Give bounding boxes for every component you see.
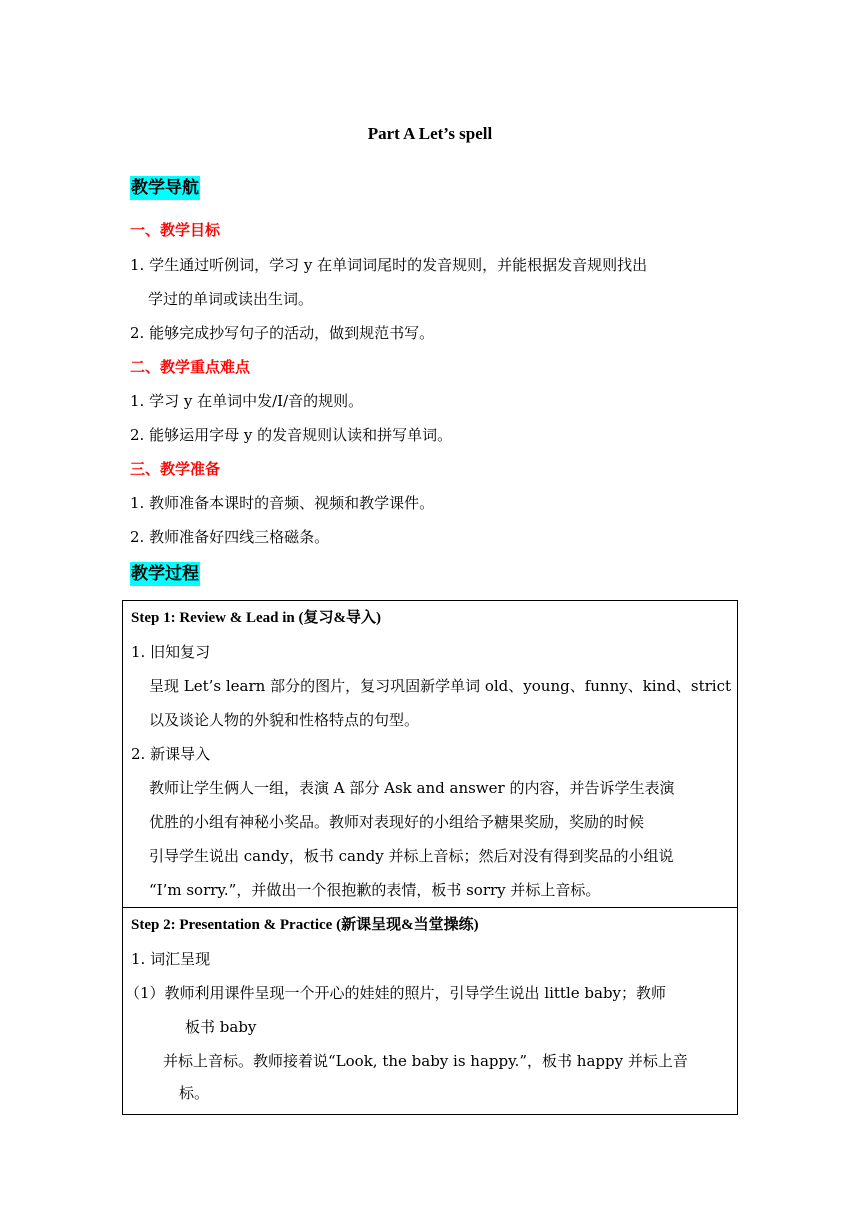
step2-title: Step 2: Presentation & Practice (新课呈现&当堂操练)	[131, 917, 479, 933]
step2-line: 标。	[179, 1084, 210, 1102]
step1-line: 教师让学生俩人一组，表演 A 部分 Ask and answer 的内容，并告诉学生表演	[149, 779, 675, 797]
step1-line: 1. 旧知复习	[131, 643, 211, 661]
section-heading-preparation: 三、教学准备	[130, 460, 221, 478]
step2-line: （1）教师利用课件呈现一个开心的娃娃的照片，引导学生说出 little baby；教师	[125, 984, 667, 1002]
step2-line: 1. 词汇呈现	[131, 950, 211, 968]
step2-line: 并标上音标。教师接着说“Look, the baby is happy.”，板书 happy 并标上音	[163, 1052, 688, 1070]
table-row	[123, 601, 738, 908]
page-title: Part A Let’s spell	[367, 124, 493, 143]
step1-line: 优胜的小组有神秘小奖品。教师对表现好的小组给予糖果奖励，奖励的时候	[149, 813, 645, 831]
step1-line: “I’m sorry.”，并做出一个很抱歉的表情，板书 sorry 并标上音标。	[149, 881, 601, 899]
process-table	[122, 600, 738, 1115]
step2-cell	[123, 908, 738, 1115]
process-heading: 教学过程	[131, 564, 199, 584]
section-heading-key-points: 二、教学重点难点	[130, 358, 251, 376]
table-row	[123, 908, 738, 1115]
step1-line: 呈现 Let’s learn 部分的图片，复习巩固新学单词 old、young、funny、kind、strict	[149, 677, 731, 695]
step1-line: 引导学生说出 candy，板书 candy 并标上音标；然后对没有得到奖品的小组说	[149, 847, 674, 865]
nav-heading: 教学导航	[131, 178, 199, 198]
section-heading-goals: 一、教学目标	[130, 221, 221, 239]
key-point-item: 1. 学习 y 在单词中发/I/音的规则。	[130, 392, 364, 410]
step1-cell	[123, 601, 738, 908]
step1-line: 2. 新课导入	[131, 745, 211, 763]
step1-line: 以及谈论人物的外貌和性格特点的句型。	[149, 711, 420, 729]
step2-line: 板书 baby	[185, 1018, 257, 1036]
preparation-item: 1. 教师准备本课时的音频、视频和教学课件。	[130, 494, 435, 512]
key-point-item: 2. 能够运用字母 y 的发音规则认读和拼写单词。	[130, 426, 453, 444]
step1-title: Step 1: Review & Lead in (复习&导入)	[131, 610, 381, 626]
goal-item: 1. 学生通过听例词，学习 y 在单词词尾时的发音规则，并能根据发音规则找出	[130, 256, 648, 274]
preparation-item: 2. 教师准备好四线三格磁条。	[130, 528, 330, 546]
goal-item: 学过的单词或读出生词。	[148, 290, 314, 308]
goal-item: 2. 能够完成抄写句子的活动，做到规范书写。	[130, 324, 435, 342]
